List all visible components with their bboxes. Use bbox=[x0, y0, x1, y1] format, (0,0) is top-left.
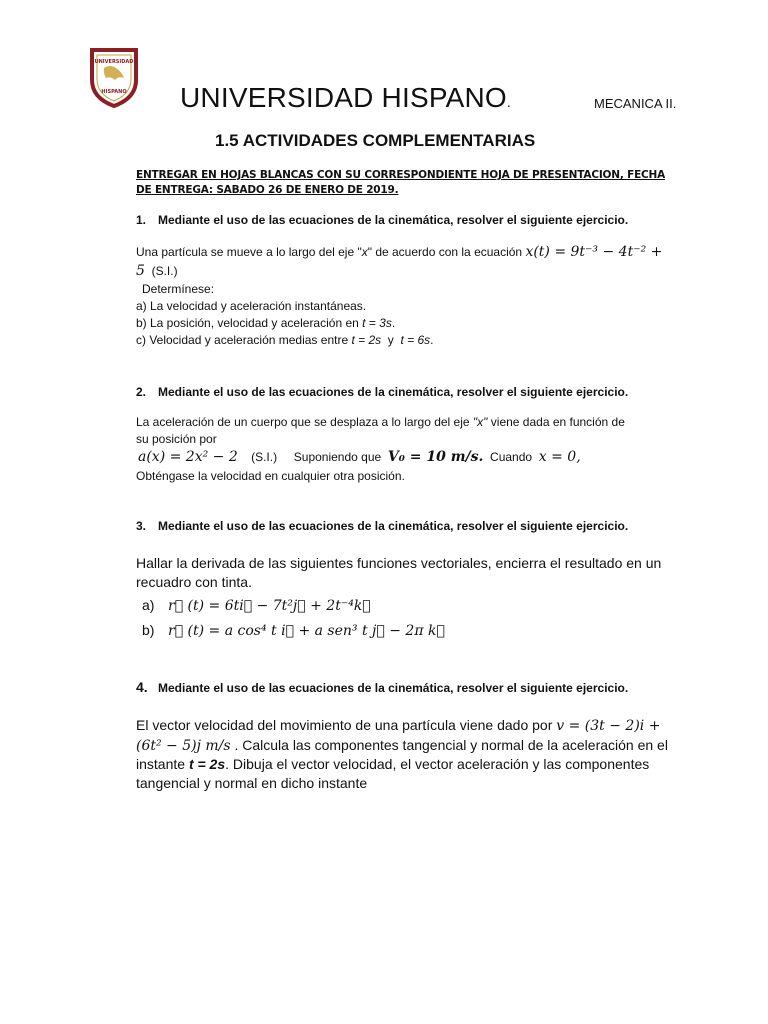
question-1-heading bbox=[136, 213, 628, 227]
question-1-heading-text: Mediante el uso de las ecuaciones de la cinemática, resolver el siguiente ejercicio. bbox=[158, 213, 629, 227]
q2-suponiendo: Suponiendo que bbox=[293, 450, 382, 464]
university-name-text: UNIVERSIDAD HISPANO bbox=[180, 82, 507, 113]
svg-text:UNIVERSIDAD: UNIVERSIDAD bbox=[94, 59, 134, 65]
question-1-item-c bbox=[136, 332, 434, 349]
q4-line1-a: El vector velocidad del movimiento de una partícula viene dado por bbox=[136, 717, 557, 733]
q3-a-label: a) bbox=[142, 597, 155, 613]
q2-si-units: (S.I.) bbox=[251, 450, 278, 464]
q1-c-end: . bbox=[430, 333, 434, 347]
q1-b-end: . bbox=[391, 316, 396, 330]
q2-line1-a: La aceleración de un cuerpo que se desplaza a lo largo del eje bbox=[136, 415, 473, 429]
q3-b-label: b) bbox=[142, 622, 155, 638]
question-1-item-a: a) La velocidad y aceleración instantáneas. bbox=[136, 299, 367, 313]
question-1-determine: Determínese: bbox=[142, 282, 215, 296]
question-2-number: 2. bbox=[136, 385, 147, 399]
q1-equation: x(t) = 9t⁻³ − 4t⁻² + bbox=[525, 244, 663, 260]
question-2-line1 bbox=[136, 414, 696, 431]
question-3-number: 3. bbox=[136, 519, 147, 533]
page-title: 1.5 ACTIVIDADES COMPLEMENTARIAS bbox=[215, 131, 536, 150]
q2-x-zero: x = 0, bbox=[538, 449, 581, 465]
question-2-line2: su posición por bbox=[136, 432, 217, 446]
q1-b-text: b) La posición, velocidad y aceleración en bbox=[136, 316, 363, 330]
question-3-item-a bbox=[142, 596, 371, 615]
question-4-line1 bbox=[136, 716, 660, 736]
question-3-heading bbox=[136, 519, 628, 533]
question-4-heading bbox=[136, 679, 628, 695]
delivery-instructions: ENTREGAR EN HOJAS BLANCAS CON SU CORRESPONDIENTE HOJA DE PRESENTACION, FECHA DE ENTREGA: SABADO 26 DE ENERO DE 2019. bbox=[136, 169, 666, 196]
university-name bbox=[180, 82, 511, 114]
q2-line1-x: "x" bbox=[472, 415, 488, 429]
q1-c-y: y bbox=[381, 333, 401, 347]
q4-line3-b: . Dibuja el vector velocidad, el vector aceleración y las componentes bbox=[225, 756, 650, 772]
q4-line3-time: t = 2s bbox=[188, 756, 226, 772]
question-4-heading-text: Mediante el uso de las ecuaciones de la cinemática, resolver el siguiente ejercicio. bbox=[158, 681, 629, 695]
question-2-heading bbox=[136, 385, 628, 399]
q3-b-equation: r⃗ (t) = a cos⁴ t i⃗ + a sen³ t j⃗ − 2π k⃗ bbox=[168, 623, 445, 639]
q1-c-text: c) Velocidad y aceleración medias entre bbox=[136, 333, 352, 347]
q1-si-units: (S.I.) bbox=[151, 264, 178, 278]
q2-initial-velocity: V₀ = 10 m/s. bbox=[387, 449, 484, 465]
q2-cuando: Cuando bbox=[490, 450, 533, 464]
q1-b-time: t = 3s bbox=[362, 316, 392, 330]
q2-line1-b: viene dada en función de bbox=[487, 415, 625, 429]
question-4-line4: tangencial y normal en dicho instante bbox=[136, 775, 368, 791]
question-1-intro bbox=[136, 244, 696, 261]
question-1-eq-cont bbox=[136, 263, 178, 280]
q1-equation-cont: 5 bbox=[136, 263, 145, 279]
university-crest-logo bbox=[88, 46, 140, 108]
university-name-dot: . bbox=[506, 94, 511, 110]
q4-velocity-eq-1: v = (3t − 2)i + bbox=[556, 718, 661, 734]
question-2-equation-line bbox=[138, 449, 581, 466]
q1-intro-b: " de acuerdo con la ecuación bbox=[367, 245, 526, 259]
question-4-number: 4. bbox=[136, 679, 148, 695]
question-3-heading-text: Mediante el uso de las ecuaciones de la cinemática, resolver el siguiente ejercicio. bbox=[158, 519, 629, 533]
svg-text:HISPANO: HISPANO bbox=[101, 89, 127, 95]
question-2-line4: Obténgase la velocidad en cualquier otra posición. bbox=[136, 469, 405, 483]
question-4-line2 bbox=[136, 736, 668, 756]
q4-line3-a: instante bbox=[136, 756, 189, 772]
q1-c-time2: t = 6s bbox=[400, 333, 431, 347]
question-1-item-b bbox=[136, 315, 395, 332]
question-1-number: 1. bbox=[136, 213, 147, 227]
question-4-line3 bbox=[136, 755, 649, 774]
course-name: MECANICA II. bbox=[594, 96, 677, 111]
q1-c-time1: t = 2s bbox=[351, 333, 382, 347]
question-2-heading-text: Mediante el uso de las ecuaciones de la cinemática, resolver el siguiente ejercicio. bbox=[158, 385, 629, 399]
q4-line2-b: . Calcula las componentes tangencial y normal de la aceleración en el bbox=[230, 737, 668, 753]
q4-velocity-eq-2: (6t² − 5)j m/s bbox=[136, 738, 231, 754]
q1-intro-a: Una partícula se mueve a lo largo del eje " bbox=[136, 245, 362, 259]
q3-a-equation: r⃗ (t) = 6ti⃗ − 7t²j⃗ + 2t⁻⁴k⃗ bbox=[168, 598, 371, 614]
question-3-item-b bbox=[142, 621, 445, 640]
question-3-text: Hallar la derivada de las siguientes funciones vectoriales, encierra el resultado en un recuadro con tinta. bbox=[136, 555, 662, 590]
q2-acceleration-eq: a(x) = 2x² − 2 bbox=[138, 449, 238, 465]
q1-intro-x: x bbox=[361, 245, 368, 259]
